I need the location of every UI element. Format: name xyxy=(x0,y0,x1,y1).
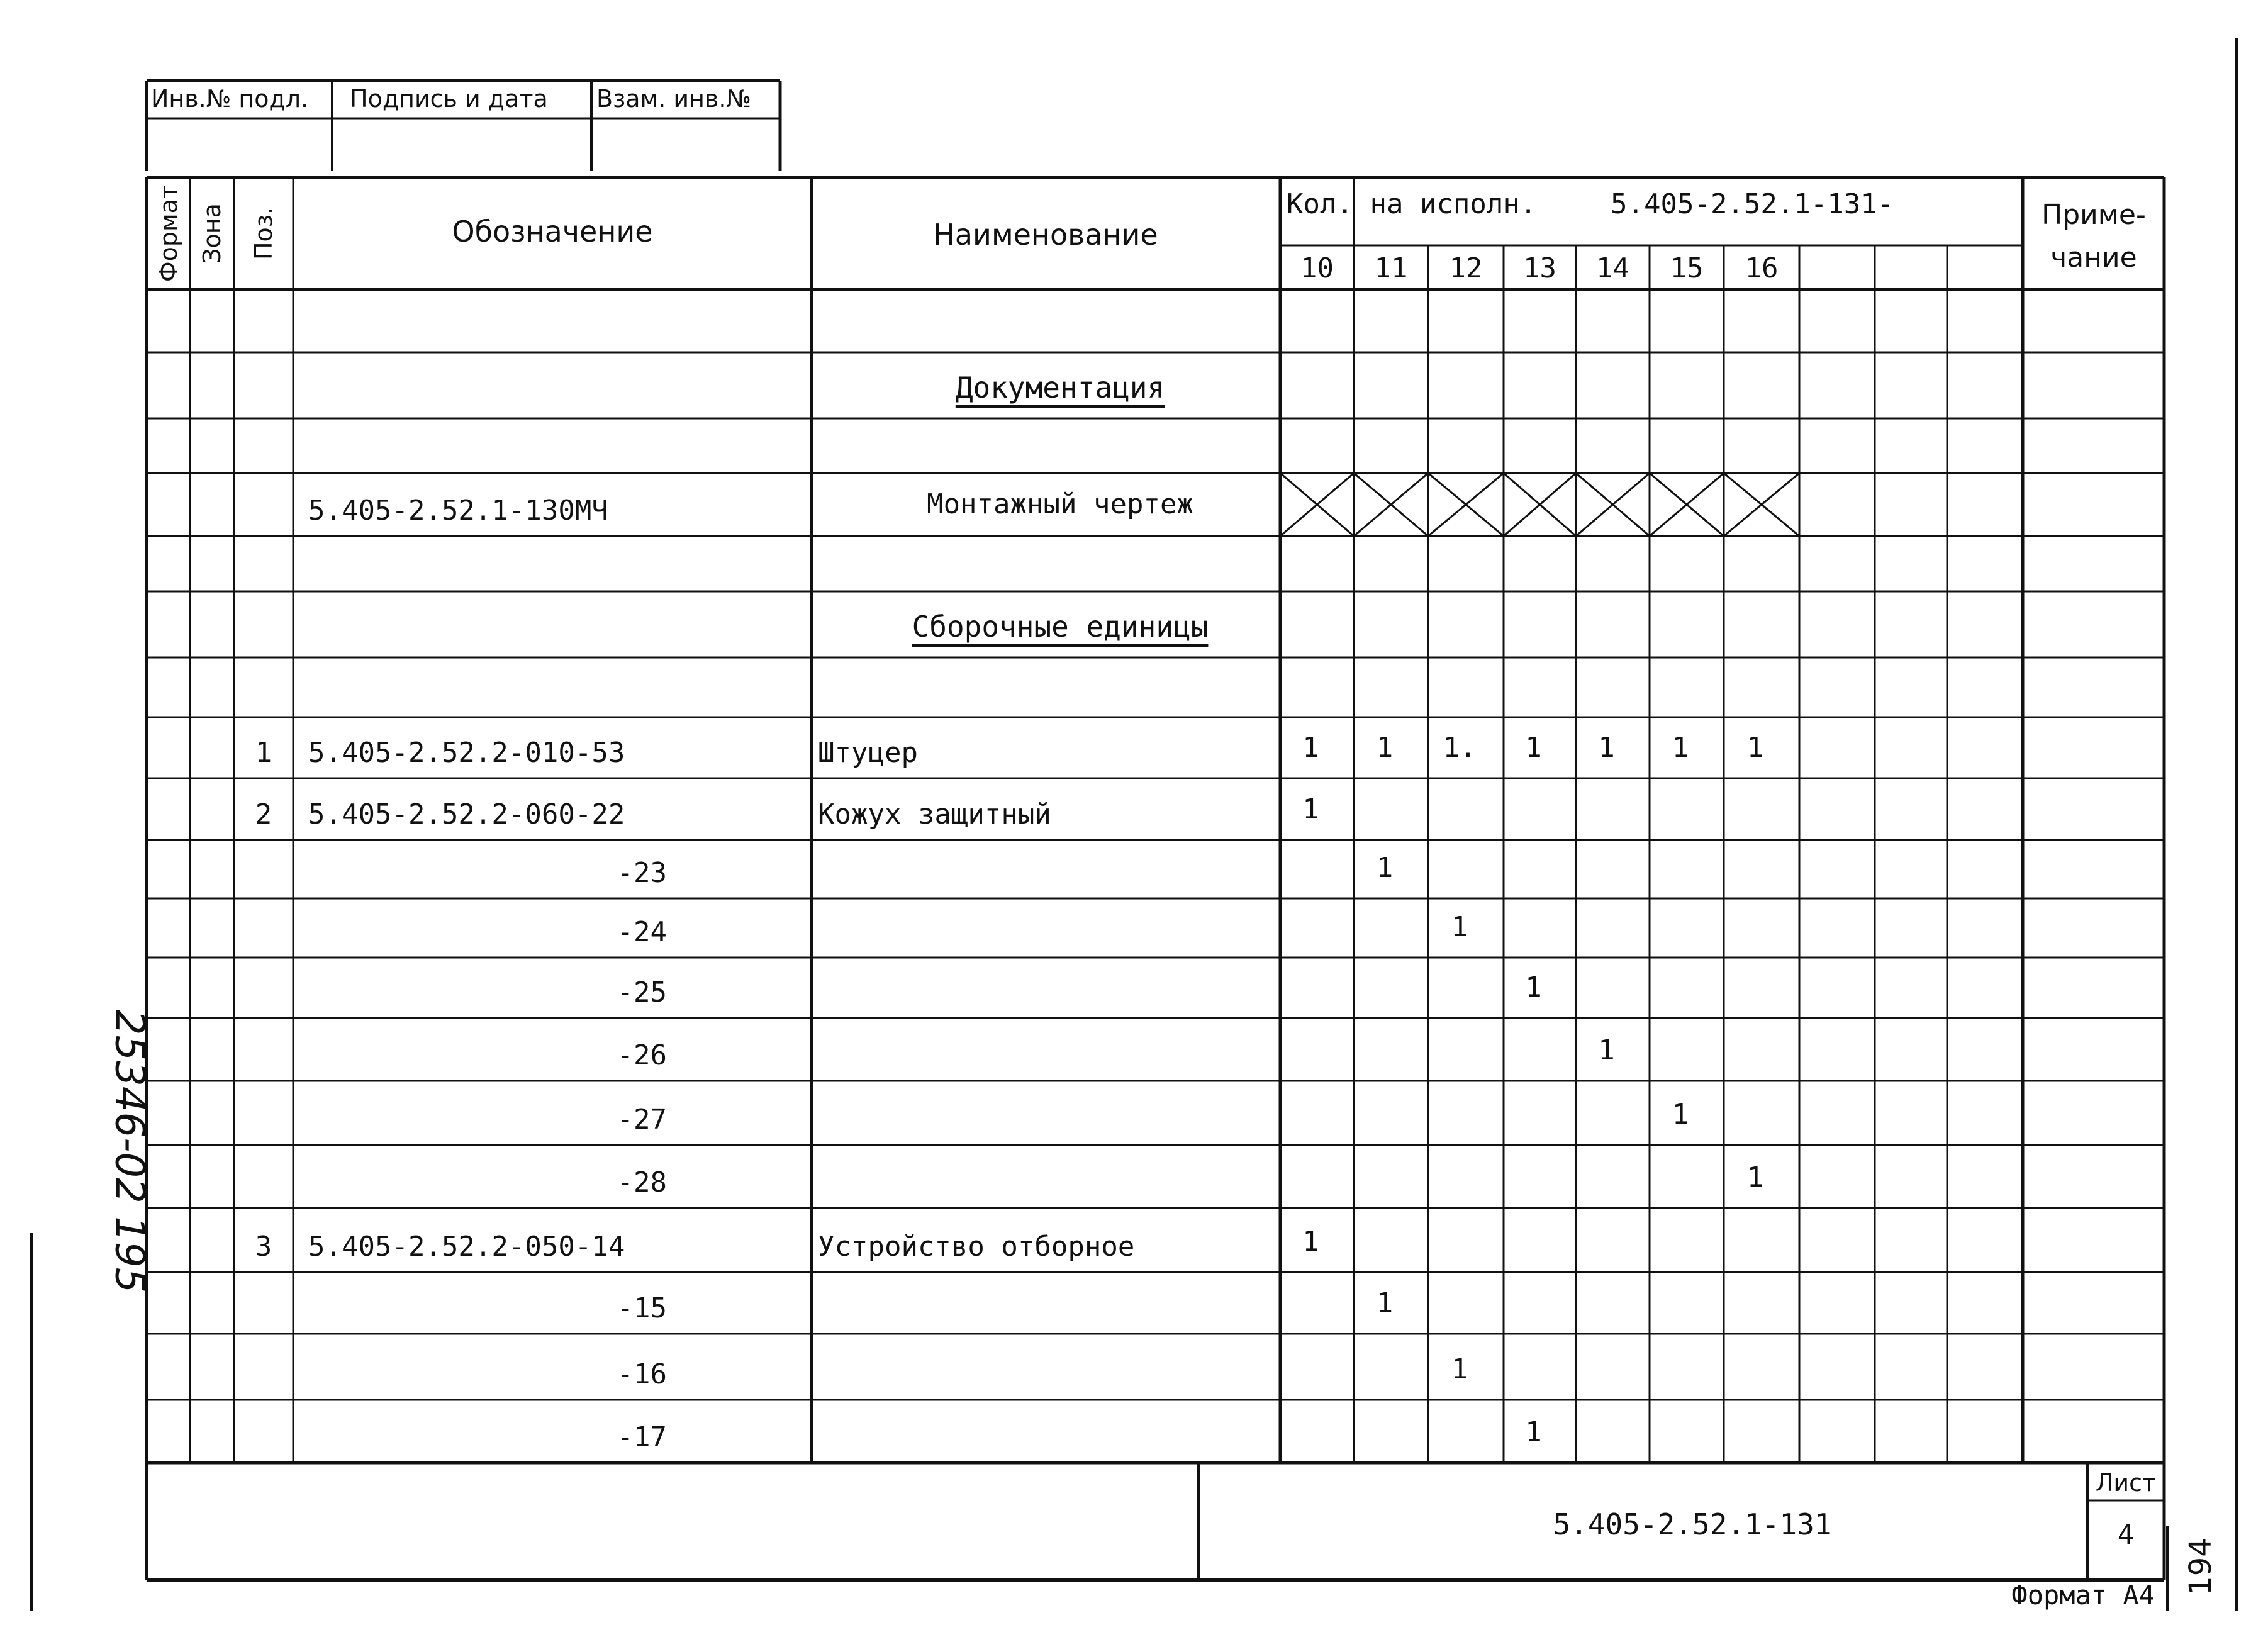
row-oboznachenie: 5.405-2.52.2-060-22 xyxy=(308,798,625,830)
row-qty: 1 xyxy=(1451,1353,1468,1385)
row-poz: 2 xyxy=(255,798,272,830)
header-primechanie-1: Приме- xyxy=(2042,199,2146,231)
row-oboznachenie: -25 xyxy=(617,976,667,1008)
row-naimenovanie: Устройство отборное xyxy=(818,1231,1135,1263)
stamp-podpis-data: Подпись и дата xyxy=(350,85,548,113)
header-execution-13: 13 xyxy=(1523,252,1556,284)
row-section-title: Документация xyxy=(955,371,1165,405)
row-oboznachenie: -28 xyxy=(617,1166,667,1198)
header-kol-na-ispoln: Кол. на исполн. xyxy=(1287,188,1537,220)
row-naimenovanie: Монтажный чертеж xyxy=(927,488,1193,520)
side-page-number: 194 xyxy=(2182,1538,2218,1595)
row-qty: 1 xyxy=(1672,732,1689,764)
header-naimenovanie: Наименование xyxy=(933,218,1158,252)
row-qty: 1 xyxy=(1376,1287,1394,1319)
row-qty: 1 xyxy=(1598,1034,1615,1066)
row-oboznachenie: -27 xyxy=(617,1103,667,1136)
header-format: Формат xyxy=(155,184,183,282)
row-oboznachenie: -26 xyxy=(617,1039,667,1071)
header-oboznachenie: Обозначение xyxy=(452,215,653,249)
row-oboznachenie: 5.405-2.52.1-130МЧ xyxy=(308,494,608,527)
header-execution-16: 16 xyxy=(1745,252,1779,284)
row-qty: 1 xyxy=(1302,1226,1319,1258)
header-kol-base: 5.405-2.52.1-131- xyxy=(1611,188,1894,220)
header-execution-12: 12 xyxy=(1449,252,1483,284)
row-qty: 1 xyxy=(1598,732,1615,764)
header-execution-10: 10 xyxy=(1300,252,1334,284)
stamp-vzam-inv: Взам. инв.№ xyxy=(596,85,751,113)
row-oboznachenie: -17 xyxy=(617,1421,667,1453)
header-poz: Поз. xyxy=(250,206,278,260)
row-qty: 1 xyxy=(1746,732,1764,764)
sheet-number: 4 xyxy=(2117,1519,2135,1551)
row-oboznachenie: 5.405-2.52.2-050-14 xyxy=(308,1231,625,1263)
row-poz: 1 xyxy=(255,737,272,769)
stamp-inv-podl: Инв.№ подл. xyxy=(151,85,309,113)
row-qty: 1. xyxy=(1443,732,1477,764)
header-execution-11: 11 xyxy=(1374,252,1408,284)
sheet-label: Лист xyxy=(2095,1469,2157,1497)
doc-code: 5.405-2.52.1-131 xyxy=(1553,1507,1832,1541)
header-zona: Зона xyxy=(198,203,226,264)
row-section-title: Сборочные единицы xyxy=(912,610,1209,644)
handwritten-margin-number: 25346-02 195 xyxy=(105,1009,152,1293)
row-qty: 1 xyxy=(1525,971,1542,1003)
row-naimenovanie: Кожух защитный xyxy=(818,798,1051,830)
row-qty: 1 xyxy=(1746,1161,1764,1193)
row-qty: 1 xyxy=(1302,732,1319,764)
row-qty: 1 xyxy=(1525,732,1542,764)
row-oboznachenie: -16 xyxy=(617,1358,667,1390)
row-qty: 1 xyxy=(1302,793,1319,825)
row-oboznachenie: -23 xyxy=(617,857,667,889)
row-oboznachenie: -24 xyxy=(617,916,667,948)
header-primechanie-2: чание xyxy=(2050,242,2137,274)
format-label: Формат А4 xyxy=(2011,1580,2155,1611)
row-qty: 1 xyxy=(1525,1416,1542,1448)
header-execution-14: 14 xyxy=(1596,252,1629,284)
row-poz: 3 xyxy=(255,1231,272,1263)
row-qty: 1 xyxy=(1376,732,1394,764)
header-execution-15: 15 xyxy=(1670,252,1704,284)
row-qty: 1 xyxy=(1376,852,1394,884)
row-qty: 1 xyxy=(1451,911,1468,943)
row-oboznachenie: 5.405-2.52.2-010-53 xyxy=(308,737,625,769)
row-oboznachenie: -15 xyxy=(617,1292,667,1324)
row-qty: 1 xyxy=(1672,1098,1689,1131)
row-naimenovanie: Штуцер xyxy=(818,737,918,769)
